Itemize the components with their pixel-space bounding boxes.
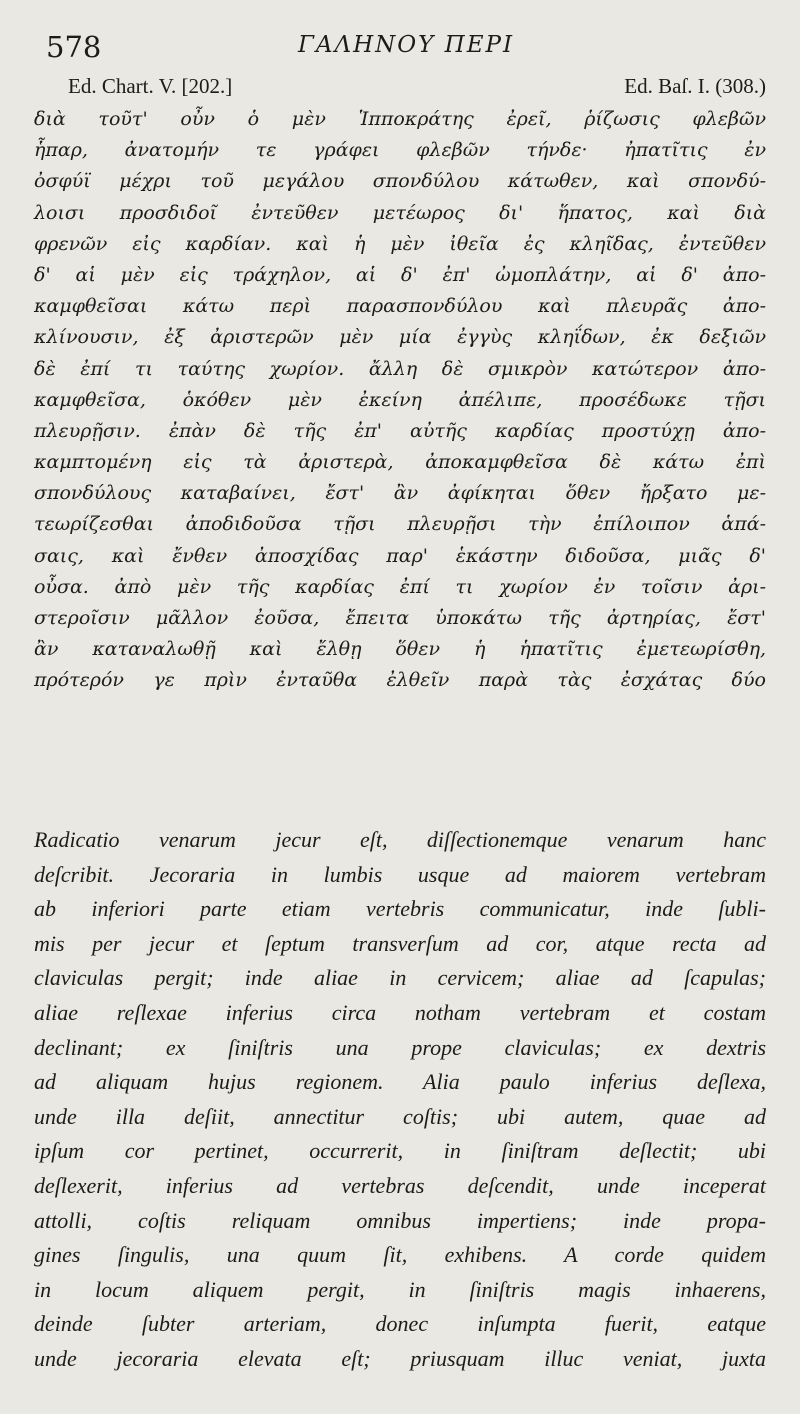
latin-text-line: in locum aliquem pergit, in ſiniſtris magis inhaerens, bbox=[34, 1276, 766, 1302]
edition-reference-chartier: Ed. Chart. V. [202.] bbox=[68, 74, 233, 98]
greek-text-line: ἂν καταναλωθῇ καὶ ἔλθῃ ὅθεν ἡ ἡπατῖτις ἐμετεωρίσθη, bbox=[34, 638, 766, 661]
greek-text-line: σαις, καὶ ἔνθεν ἀποσχίδας παρ' ἑκάστην διδοῦσα, μιᾶς δ' bbox=[34, 544, 766, 567]
greek-text-line: κλίνουσιν, ἐξ ἀριστερῶν μὲν μία ἐγγὺς κληΐδων, ἐκ δεξιῶν bbox=[34, 326, 766, 349]
greek-text-line: λοισι προσδιδοῖ ἐντεῦθεν μετέωρος δι' ἥπατος, καὶ διὰ bbox=[34, 201, 766, 224]
edition-references bbox=[68, 74, 766, 102]
greek-text-line: ὀσφύϊ μέχρι τοῦ μεγάλου σπονδύλου κάτωθεν, καὶ σπονδύ- bbox=[34, 170, 766, 193]
latin-text-line: declinant; ex ſiniſtris una prope claviculas; ex dextris bbox=[34, 1034, 766, 1060]
latin-text-line: Radicatio venarum jecur eſt, diſſectionemque venarum hanc bbox=[34, 827, 766, 852]
greek-text-line: καμπτομένη εἰς τὰ ἀριστερὰ, ἀποκαμφθεῖσα δὲ κάτω ἐπὶ bbox=[34, 451, 766, 474]
greek-text-line: πρότερόν γε πρὶν ἐνταῦθα ἐλθεῖν παρὰ τὰς ἐσχάτας δύο bbox=[34, 669, 766, 692]
latin-text-line: deſlexerit, inferius ad vertebras deſcendit, unde inceperat bbox=[34, 1172, 766, 1198]
greek-text-line: οὖσα. ἀπὸ μὲν τῆς καρδίας ἐπί τι χωρίον ἐν τοῖσιν ἀρι- bbox=[34, 575, 766, 598]
latin-text-line: attolli, coſtis reliquam omnibus impertiens; inde propa- bbox=[34, 1207, 766, 1233]
latin-text-line: unde jecoraria elevata eſt; priusquam illuc veniat, juxta bbox=[34, 1345, 766, 1371]
greek-text-line: σπονδύλους καταβαίνει, ἔστ' ἂν ἀφίκηται ὅθεν ἤρξατο με- bbox=[34, 482, 766, 505]
running-title: ΓΑΛΗΝΟΥ ΠΕΡΙ bbox=[297, 32, 515, 58]
latin-text-line: deinde ſubter arteriam, donec inſumpta fuerit, eatque bbox=[34, 1311, 766, 1337]
latin-text-line: ipſum cor pertinet, occurrerit, in ſiniſtram deſlectit; ubi bbox=[34, 1138, 766, 1164]
latin-text-line: gines ſingulis, una quum ſit, exhibens. A corde quidem bbox=[34, 1242, 766, 1268]
greek-text-line: καμφθεῖσα, ὁκόθεν μὲν ἐκείνη ἀπέλιπε, προσέδωκε τῇσι bbox=[34, 388, 766, 411]
greek-text-line: τεωρίζεσθαι ἀποδιδοῦσα τῇσι πλευρῇσι τὴν ἐπίλοιπον ἁπά- bbox=[34, 513, 766, 536]
latin-text-line: aliae reſlexae inferius circa notham vertebram et costam bbox=[34, 999, 766, 1025]
page-number: 578 bbox=[46, 30, 102, 64]
latin-text-line: unde illa deſiit, annectitur coſtis; ubi autem, quae ad bbox=[34, 1103, 766, 1129]
latin-text-line: ad aliquam hujus regionem. Alia paulo inferius deſlexa, bbox=[34, 1069, 766, 1095]
edition-reference-basel: Ed. Baſ. I. (308.) bbox=[624, 74, 766, 98]
greek-text-line: στεροῖσιν μᾶλλον ἐοῦσα, ἔπειτα ὑποκάτω τῆς ἀρτηρίας, ἔστ' bbox=[34, 607, 766, 629]
greek-text-line: φρενῶν εἰς καρδίαν. καὶ ἡ μὲν ἰθεῖα ἐς κληῖδας, ἐντεῦθεν bbox=[34, 232, 766, 255]
greek-text-line: καμφθεῖσαι κάτω περὶ παρασπονδύλου καὶ πλευρᾶς ἀπο- bbox=[34, 295, 766, 318]
latin-text-line: mis per jecur et ſeptum transverſum ad cor, atque recta ad bbox=[34, 930, 766, 956]
latin-translation-block bbox=[34, 823, 766, 1377]
latin-text-line: claviculas pergit; inde aliae in cervicem; aliae ad ſcapulas; bbox=[34, 965, 766, 991]
greek-text-line: δ' αἱ μὲν εἰς τράχηλον, αἱ δ' ἐπ' ὠμοπλάτην, αἱ δ' ἀπο- bbox=[34, 263, 766, 286]
latin-text-line: deſcribit. Jecoraria in lumbis usque ad maiorem vertebram bbox=[34, 861, 766, 887]
page-header bbox=[46, 28, 766, 64]
greek-text-line: πλευρῇσιν. ἐπὰν δὲ τῆς ἐπ' αὐτῆς καρδίας προστύχῃ ἀπο- bbox=[34, 419, 766, 442]
greek-text-line: δὲ ἐπί τι ταύτης χωρίον. ἄλλη δὲ σμικρὸν κατώτερον ἀπο- bbox=[34, 357, 766, 380]
greek-text-line: ἧπαρ, ἀνατομήν τε γράφει φλεβῶν τήνδε· ἠπατῖτις ἐν bbox=[34, 139, 766, 162]
greek-text-block bbox=[34, 104, 766, 697]
latin-text-line: ab inferiori parte etiam vertebris communicatur, inde ſubli- bbox=[34, 896, 766, 922]
greek-text-line: διὰ τοῦτ' οὖν ὁ μὲν Ἱπποκράτης ἐρεῖ, ῥίζωσις φλεβῶν bbox=[34, 108, 766, 130]
